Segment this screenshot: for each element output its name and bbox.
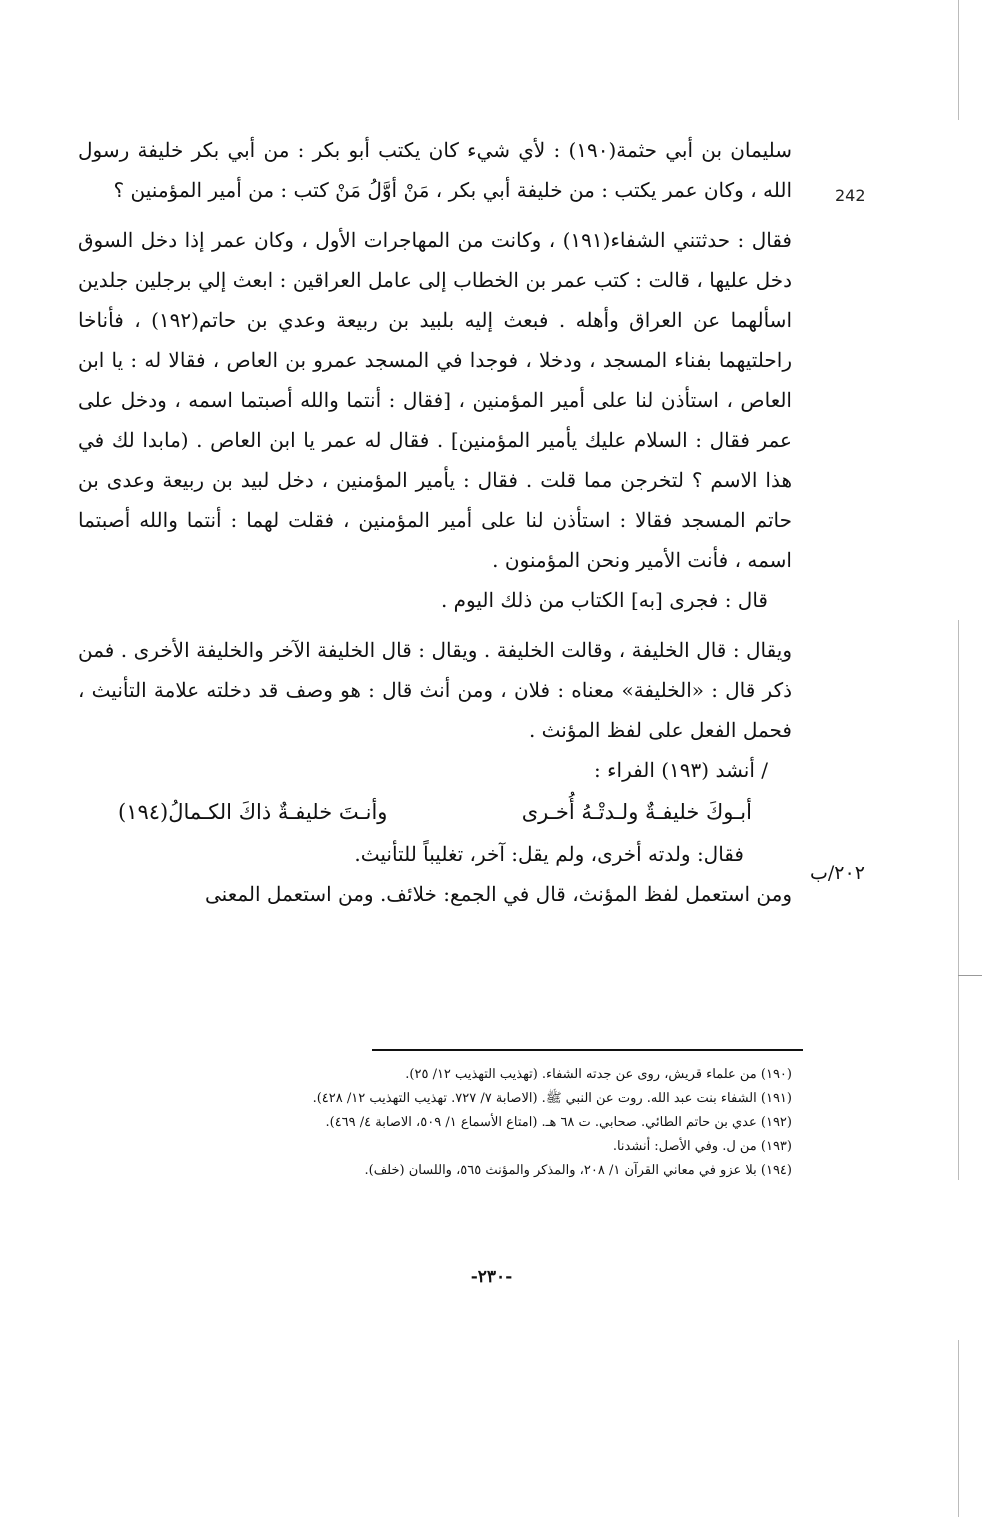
paragraph-1: سليمان بن أبي حثمة(١٩٠) : لأي شيء كان يكتب أبو بكر : من أبي بكر خليفة رسول الله ، وكان عمر يكتب : من خليفة أبي بكر ، مَنْ أوَّلُ مَنْ كتب : من أمير المؤمنين ؟ — [78, 138, 792, 202]
scan-edge-middle — [958, 620, 959, 1180]
footnotes — [200, 1063, 792, 1183]
scan-edge-bottom — [958, 1340, 959, 1517]
verse-first-hemistich: أبـوكَ خليفـةٌ ولـدتْـهُ أُخـرى — [521, 800, 752, 824]
footnote-191: (١٩١) الشفاء بنت عبد الله. روت عن النبي ﷺ. (الاصابة ٧/ ٧٢٧. تهذيب التهذيب ١٢/ ٤٢٨). — [312, 1091, 792, 1106]
page-number: -٢٣٠- — [470, 1267, 513, 1287]
paragraph-6: فقال: ولدته أخرى، ولم يقل: آخر، تغليباً للتأنيث. — [354, 842, 744, 866]
paragraph-7: ومن استعمل لفظ المؤنث، قال في الجمع: خلائف. ومن استعمل المعنى — [205, 882, 792, 906]
poet-intro: / أنشد (١٩٣) الفراء : — [594, 758, 768, 782]
scan-edge-top — [958, 0, 959, 120]
footnote-192: (١٩٢) عدي بن حاتم الطائي. صحابي. ت ٦٨ هـ. (امتاع الأسماع ١/ ٥٠٩، الاصابة ٤/ ٤٦٩). — [325, 1115, 792, 1130]
manuscript-ref-number: 242 — [835, 186, 866, 205]
footnote-divider — [372, 1049, 803, 1051]
folio-marker: ٢٠٢/ب — [810, 862, 865, 884]
footnote-193: (١٩٣) من ل. وفي الأصل: أنشدنا. — [612, 1139, 792, 1154]
paragraph-4: ويقال : قال الخليفة ، وقالت الخليفة . ويقال : قال الخليفة الآخر والخليفة الأخرى . فمن ذكر قال : «الخليفة» معناه : فلان ، ومن أنث قال : هو وصف قد دخلته علامة التأنيث ، فحمل الفعل على لفظ المؤنث . — [78, 638, 792, 742]
scan-edge-tick — [958, 975, 982, 976]
paragraph-2: فقال : حدثتني الشفاء(١٩١) ، وكانت من المهاجرات الأول ، وكان عمر إذا دخل السوق دخل عليها ، قالت : كتب عمر بن الخطاب إلى عامل العراقين : ابعث إلي برجلين جلدين اسألهما عن العراق وأهله . فبعث إليه بلبيد بن ربيعة وعدي بن حاتم(١٩٢) ، فأناخا راحلتيهما بفناء المسجد ، ودخلا ، فوجدا في المسجد عمرو بن العاص ، فقالا له : يا ابن العاص ، استأذن لنا على أمير المؤمنين ، [فقال : أنتما والله أصبتما اسمه ، ودخل على عمر فقال : السلام عليك يأمير المؤمنين] . فقال له عمر يا ابن العاص . (مابدا لك في هذا الاسم ؟ لتخرجن مما قلت . فقال : يأمير المؤمنين ، دخل لبيد بن ربيعة وعدى بن حاتم المسجد فقالا : استأذن لنا على أمير المؤمنين ، فقلت لهما : أنتما والله أصبتما اسمه ، فأنت الأمير ونحن المؤمنون . — [78, 228, 792, 572]
poem-verse — [78, 790, 792, 834]
footnote-190: (١٩٠) من علماء قريش، روى عن جدته الشفاء. (تهذيب التهذيب ١٢/ ٢٥). — [405, 1067, 792, 1082]
paragraph-3: قال : فجرى [به] الكتاب من ذلك اليوم . — [440, 588, 768, 612]
footnote-194: (١٩٤) بلا عزو في معاني القرآن ١/ ٢٠٨، والمذكر والمؤنث ٥٦٥، واللسان (خلف). — [364, 1163, 792, 1178]
main-text — [78, 130, 792, 914]
verse-second-hemistich: وأنـتَ خليفـةٌ ذاكَ الكـمالُ(١٩٤) — [118, 800, 388, 824]
